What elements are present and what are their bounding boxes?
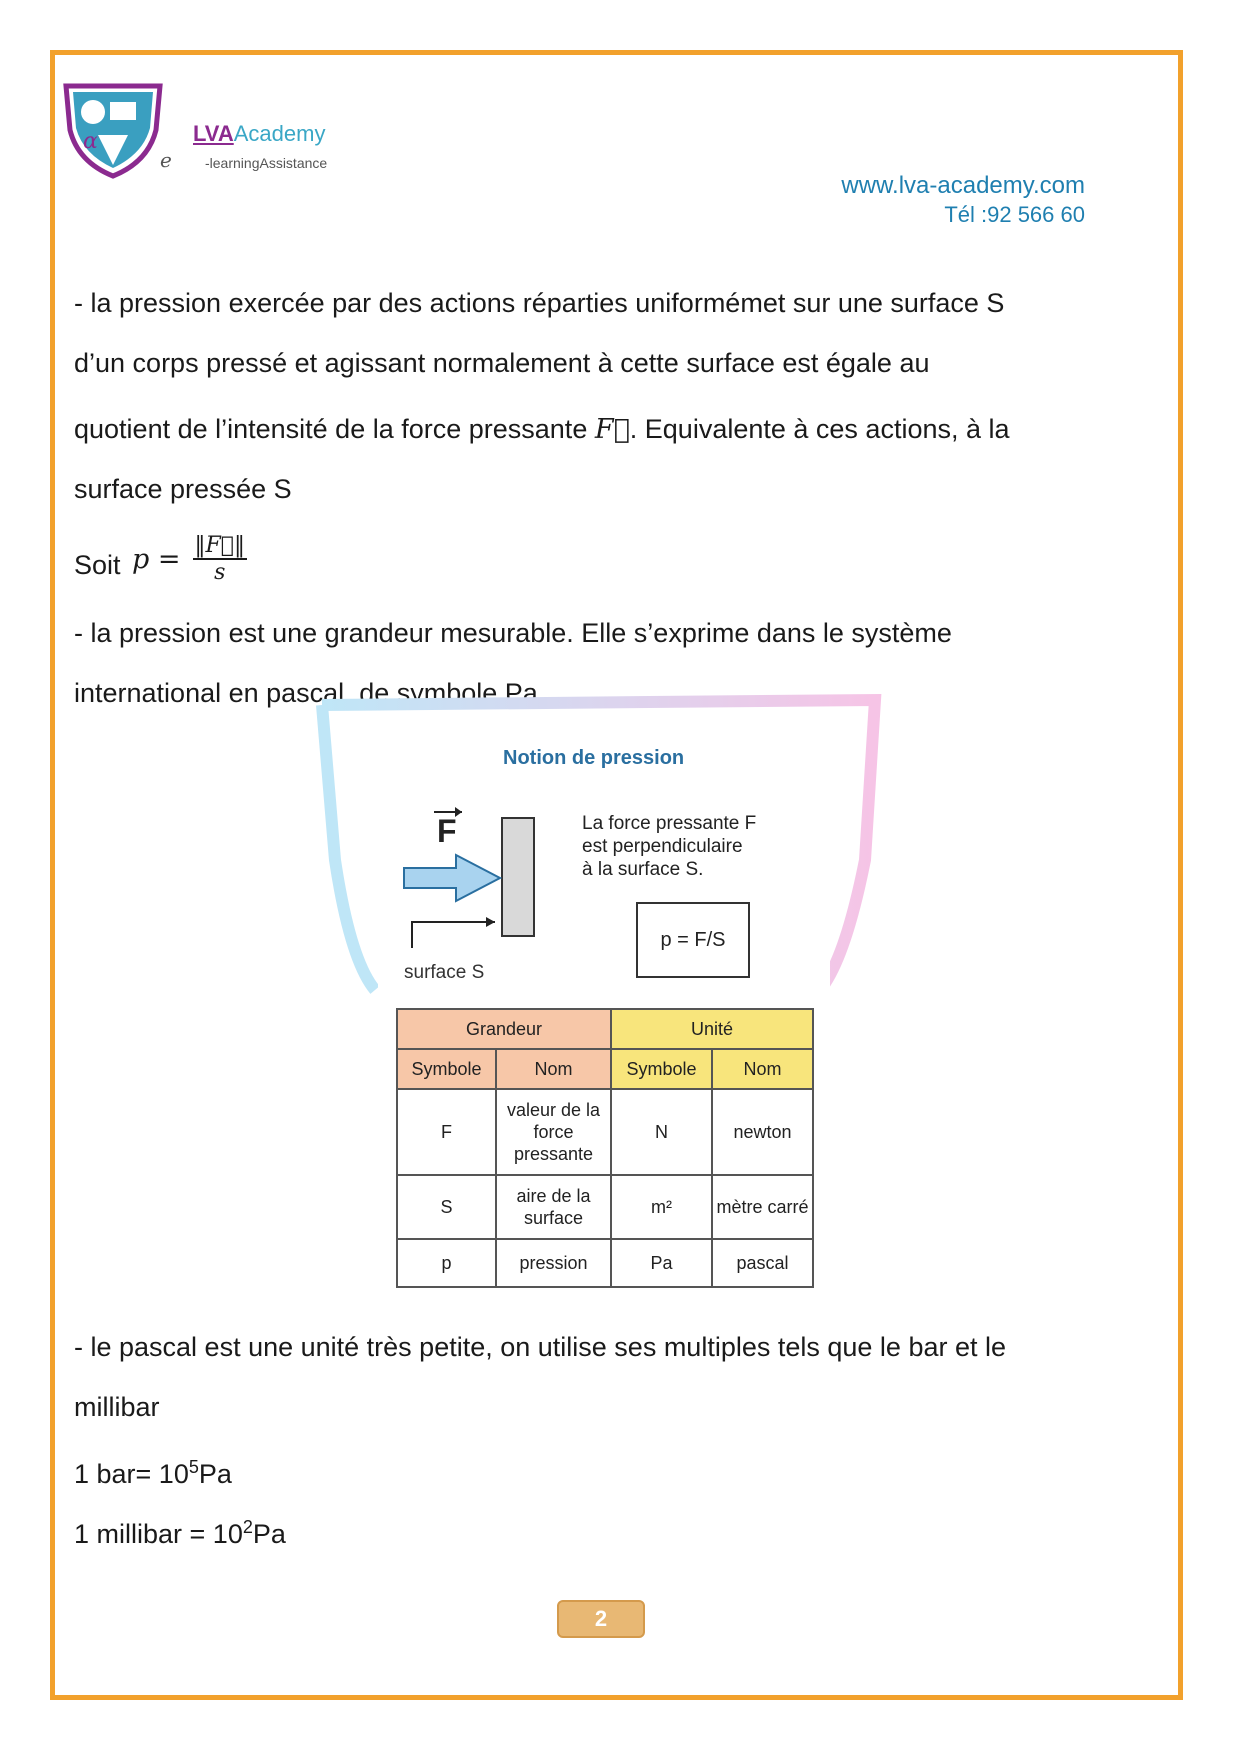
surface-label: surface S	[404, 962, 485, 983]
text-line: d’un corps pressé et agissant normalement à cette surface est égale au	[74, 348, 930, 378]
text-line: millibar	[74, 1392, 160, 1422]
force-vector: F⃗	[594, 414, 630, 445]
table-row: p pression Pa pascal	[397, 1239, 813, 1287]
brand-e: e	[160, 148, 172, 172]
table-row: F valeur de la force pressante N newton	[397, 1089, 813, 1175]
text-line: - la pression exercée par des actions réparties uniformémet sur une surface S	[74, 288, 1005, 318]
table-header-symbole: Symbole	[611, 1049, 712, 1089]
millibar-conversion: 1 millibar = $10^2Pa$	[74, 1517, 286, 1549]
table-row: S aire de la surface m² mètre carré	[397, 1175, 813, 1239]
table-header-unite: Unité	[611, 1009, 813, 1049]
soit-label: Soit	[74, 550, 121, 580]
pressure-diagram	[400, 800, 560, 950]
website-link[interactable]: www.lva-academy.com	[841, 172, 1085, 199]
table-header-symbole: Symbole	[397, 1049, 496, 1089]
table-header-nom: Nom	[712, 1049, 813, 1089]
formula-numerator: ‖F⃗‖	[194, 533, 245, 558]
bar-conversion: 1 $bar= 10^5Pa$	[74, 1457, 232, 1489]
pressure-formula: p = $\frac{‖F⃗‖}{s}$	[132, 533, 245, 585]
brand-name: LVAAcademy	[193, 121, 326, 146]
formula-box: p = F/S	[636, 902, 750, 978]
page-number: 2	[557, 1600, 645, 1638]
phone-number: Tél :92 566 60	[944, 202, 1085, 227]
text-line: - le pascal est une unité très petite, on utilise ses multiples tels que le bar et le	[74, 1332, 1007, 1362]
force-label: F	[437, 813, 457, 849]
lva-academy-logo	[58, 80, 168, 180]
text-line: - la pression est une grandeur mesurable. Elle s’exprime dans le système	[74, 618, 952, 648]
table-header-grandeur: Grandeur	[397, 1009, 611, 1049]
svg-text:α: α	[83, 129, 98, 154]
brand-tagline: -learningAssistance	[205, 155, 328, 171]
units-table	[396, 1008, 814, 1288]
text-line: surface pressée S	[74, 474, 292, 504]
figure-description: La force pressante F est perpendiculaire à la surface S.	[582, 813, 757, 880]
figure-title: Notion de pression	[503, 747, 685, 769]
text-line: quotient de l’intensité de la force pressante F⃗. Equivalente à ces actions, à la	[74, 414, 1010, 445]
table-header-nom: Nom	[496, 1049, 611, 1089]
formula-denominator: s	[214, 560, 226, 585]
text-line: international en pascal, de symbole Pa	[74, 678, 538, 708]
